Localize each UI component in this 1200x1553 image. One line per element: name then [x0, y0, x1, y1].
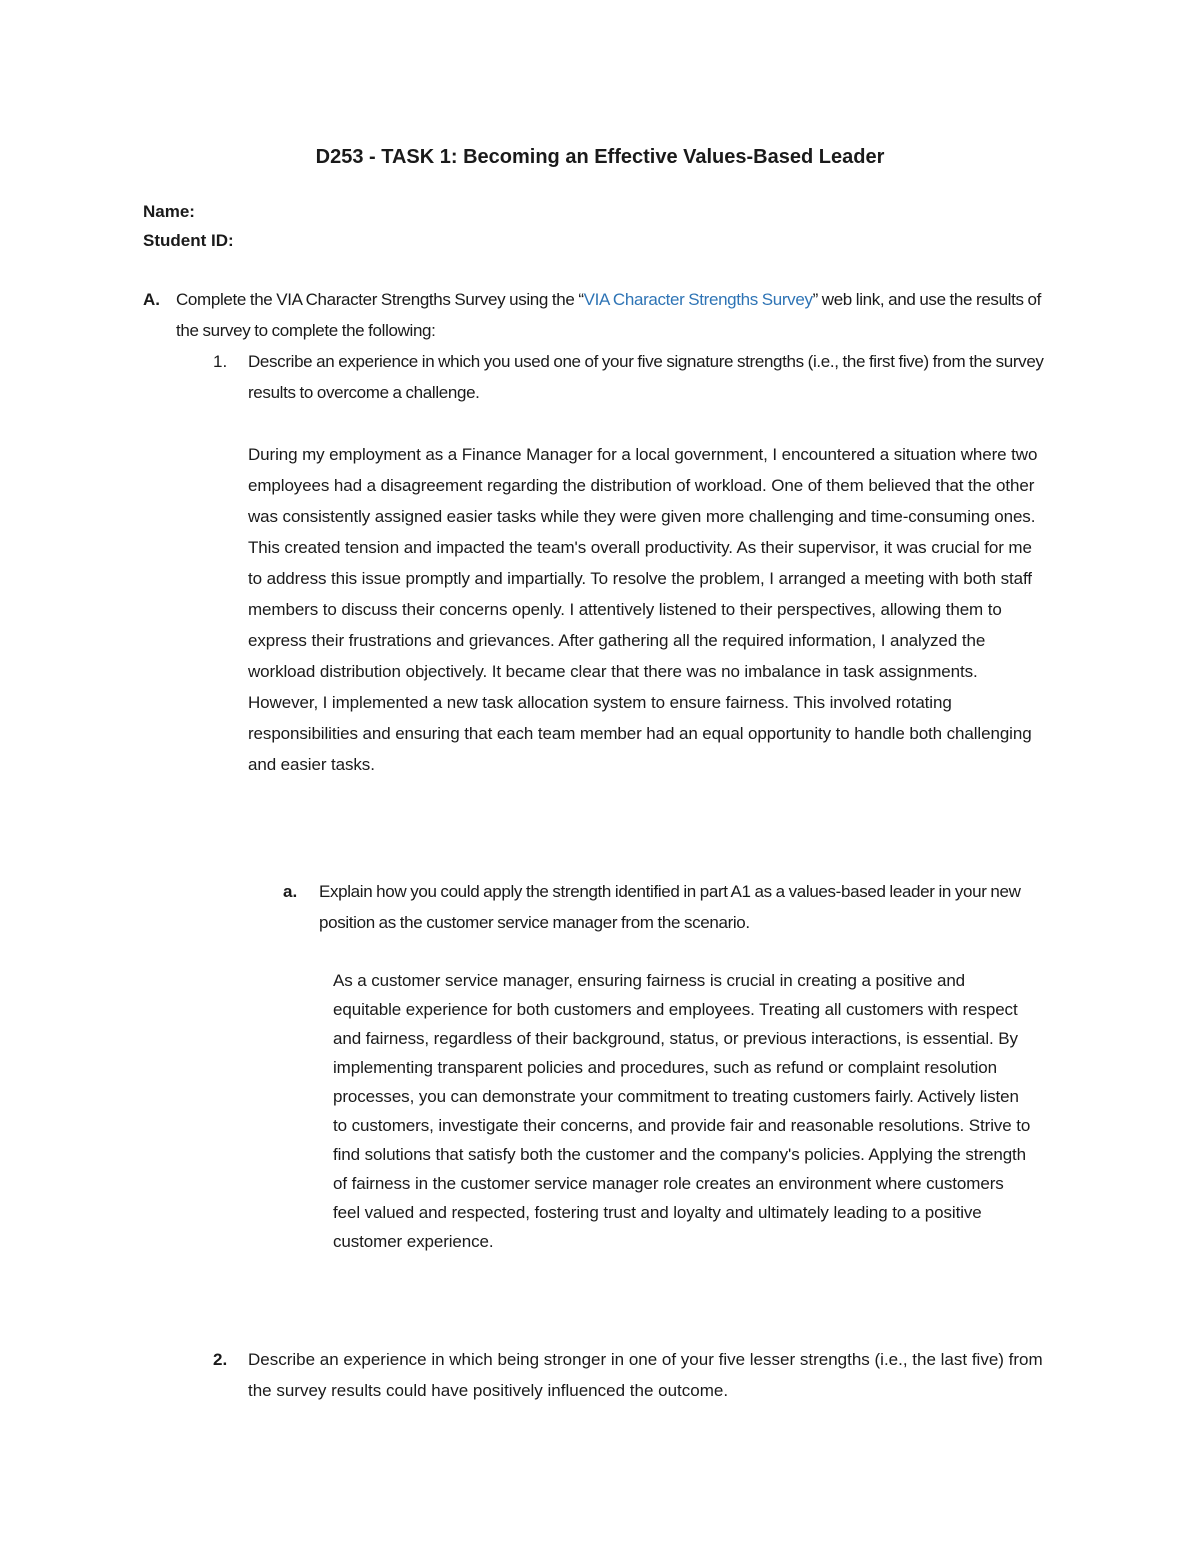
item-2-marker: 2. [213, 1350, 228, 1369]
name-label: Name: [143, 202, 195, 221]
document-title: D253 - TASK 1: Becoming an Effective Values-Based Leader [315, 146, 885, 168]
section-a-text-before-link: Complete the VIA Character Strengths Survey using the “ [176, 290, 584, 309]
item-1-marker: 1. [213, 352, 228, 371]
section-a-instructions [176, 284, 1056, 346]
section-a-marker: A. [143, 290, 160, 309]
item-1-prompt: Describe an experience in which you used one of your five signature strengths (i.e., the first five) from the survey results to overcome a challenge. [248, 352, 1044, 402]
section-a-text-after-link: ” web link, and use the results of the survey to complete the following: [176, 290, 1041, 340]
via-survey-link[interactable]: VIA Character Strengths Survey [583, 290, 813, 309]
item-1-answer: During my employment as a Finance Manager for a local government, I encountered a situation where two employees had a disagreement regarding the distribution of workload. One of them believed that the other was consistently assigned easier tasks while they were given more challenging and time-consuming ones. This created tension and impacted the team's overall productivity. As their supervisor, it was crucial for me to address this issue promptly and impartially. To resolve the problem, I arranged a meeting with both staff members to discuss their concerns openly. I attentively listened to their perspectives, allowing them to express their frustrations and grievances. After gathering all the required information, I analyzed the workload distribution objectively. It became clear that there was no imbalance in task assignments. However, I implemented a new task allocation system to ensure fairness. This involved rotating responsibilities and ensuring that each team member had an equal opportunity to handle both challenging and easier tasks. [248, 445, 1038, 774]
item-1a-answer: As a customer service manager, ensuring fairness is crucial in creating a positive and equitable experience for both customers and employees. Treating all customers with respect and fairness, regardless of their background, status, or previous interactions, is essential. By implementing transparent policies and procedures, such as refund or complaint resolution processes, you can demonstrate your commitment to treating customers fairly. Actively listen to customers, investigate their concerns, and provide fair and reasonable resolutions. Strive to find solutions that satisfy both the customer and the company's policies. Applying the strength of fairness in the customer service manager role creates an environment where customers feel valued and respected, fostering trust and loyalty and ultimately leading to a positive customer experience. [333, 971, 1031, 1251]
item-2-prompt: Describe an experience in which being stronger in one of your five lesser strengths (i.e., the last five) from the survey results could have positively influenced the outcome. [248, 1350, 1043, 1400]
item-1a-marker: a. [283, 882, 298, 901]
student-id-label: Student ID: [143, 231, 234, 250]
item-1a-prompt: Explain how you could apply the strength identified in part A1 as a values-based leader in your new position as the customer service manager from the scenario. [319, 882, 1021, 932]
